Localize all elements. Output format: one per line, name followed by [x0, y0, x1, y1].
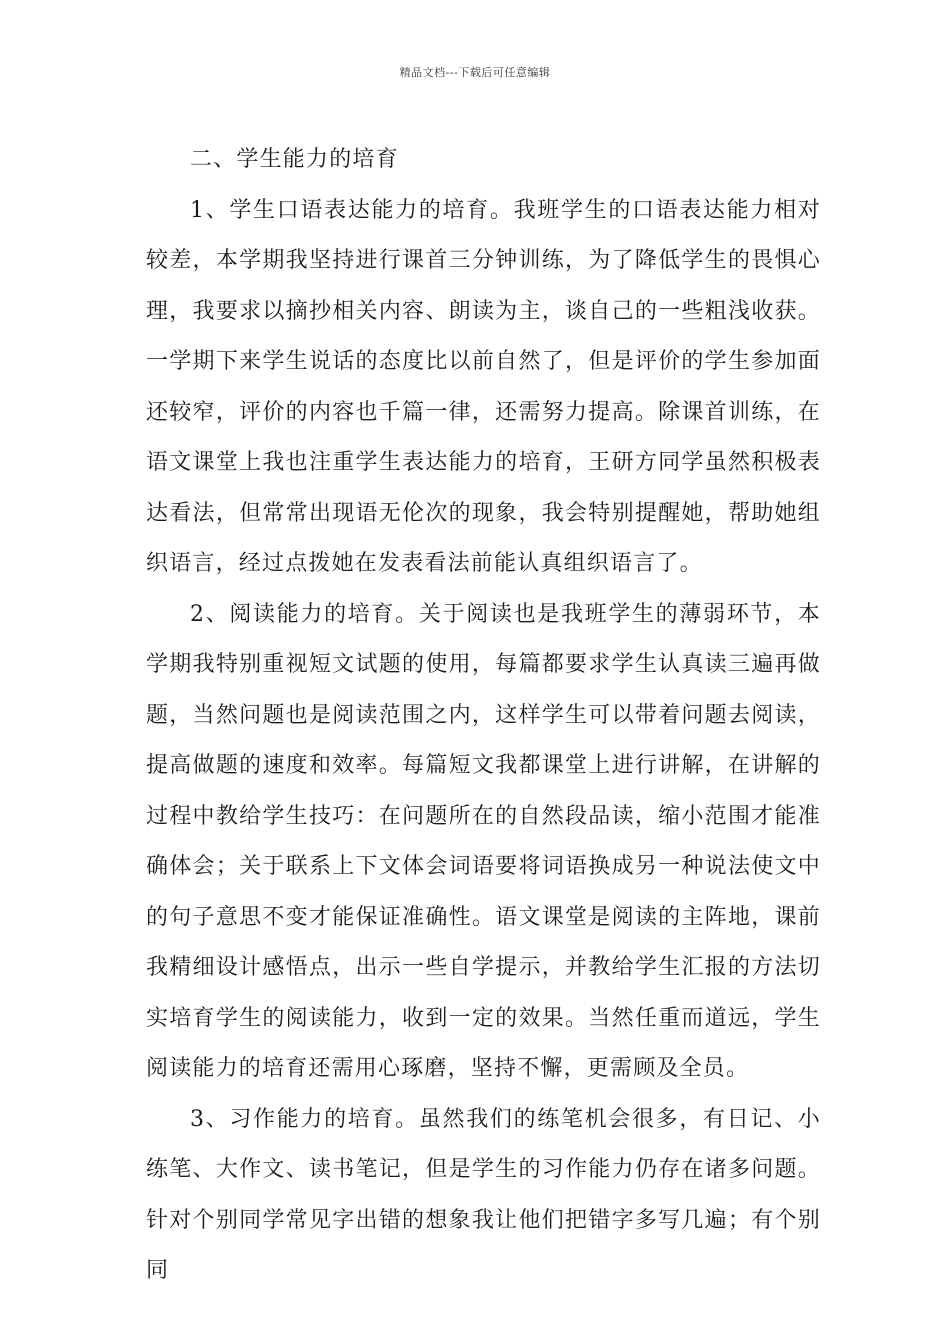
header-note: 精品文档---下载后可任意编辑 — [399, 66, 551, 79]
document-body — [146, 135, 821, 1297]
paragraph-reading-ability: 2、阅读能力的培育。关于阅读也是我班学生的薄弱环节，本学期我特别重视短文试题的使用，每篇都要求学生认真读三遍再做题，当然问题也是阅读范围之内，这样学生可以带着问题去阅读，提高做题的速度和效率。每篇短文我都课堂上进行讲解，在讲解的过程中教给学生技巧：在问题所在的自然段品读，缩小范围才能准确体会；关于联系上下文体会词语要将词语换成另一种说法使文中的句子意思不变才能保证准确性。语文课堂是阅读的主阵地，课前我精细设计感悟点，出示一些自学提示，并教给学生汇报的方法切实培育学生的阅读能力，收到一定的效果。当然任重而道远，学生阅读能力的培育还需用心琢磨，坚持不懈，更需顾及全员。 — [146, 601, 821, 1081]
paragraph-writing-ability: 3、习作能力的培育。虽然我们的练笔机会很多，有日记、小练笔、大作文、读书笔记，但是学生的习作能力仍存在诸多问题。针对个别同学常见字出错的想象我让他们把错字多写几遍；有个别同 — [146, 1106, 821, 1283]
paragraph-oral-expression: 1、学生口语表达能力的培育。我班学生的口语表达能力相对较差，本学期我坚持进行课首三分钟训练，为了降低学生的畏惧心理，我要求以摘抄相关内容、朗读为主，谈自己的一些粗浅收获。一学期下来学生说话的态度比以前自然了，但是评价的学生参加面还较窄，评价的内容也千篇一律，还需努力提高。除课首训练，在语文课堂上我也注重学生表达能力的培育，王研方同学虽然积极表达看法，但常常出现语无伦次的现象，我会特别提醒她，帮助她组织语言，经过点拨她在发表看法前能认真组织语言了。 — [146, 197, 821, 576]
section-heading: 二、学生能力的培育 — [190, 147, 399, 172]
